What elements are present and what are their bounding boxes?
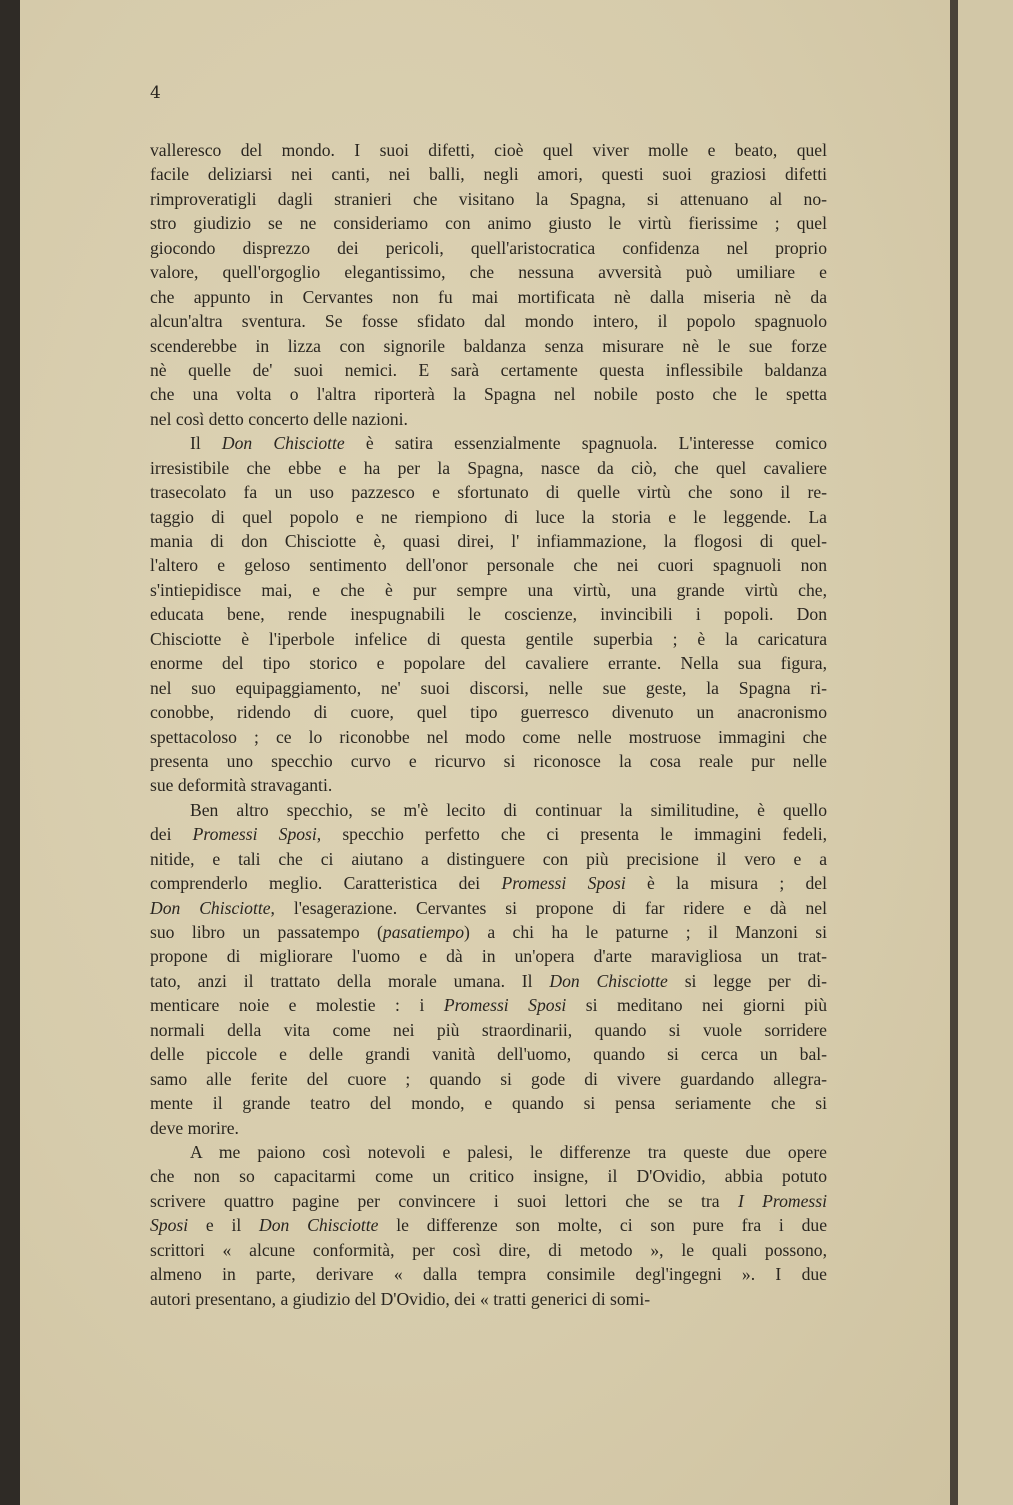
text-segment: spettacoloso ; ce lo riconobbe nel modo come nelle mostruose immagini che [150,726,827,747]
text-line [150,529,827,553]
text-segment: deve morire. [150,1117,239,1138]
text-segment: trasecolato fa un uso pazzesco e sfortunato di quelle virtù che sono il re- [150,482,827,503]
text-segment: menticare noie e molestie : i [150,995,444,1016]
text-line [150,407,827,431]
text-line [150,676,827,700]
text-segment: valore, quell'orgoglio elegantissimo, che nessuna avversità può umiliare e [150,262,827,283]
text-line [150,260,827,284]
text-line [150,920,827,944]
text-line [150,1091,827,1115]
text-segment: si legge per di- [667,970,828,991]
text-segment: le differenze son molte, ci son pure fra i due [378,1215,827,1236]
text-line [150,822,827,846]
text-line [150,627,827,651]
italic-title: Don Chisciotte [259,1215,379,1236]
text-segment: nel suo equipaggiamento, ne' suoi discorsi, nelle sue geste, la Spagna ri- [150,677,827,698]
text-segment: Il [190,433,222,454]
text-line [150,1189,827,1213]
text-segment: ) a chi ha le paturne ; il Manzoni si [464,922,827,942]
text-segment: samo alle ferite del cuore ; quando si gode di vivere guardando allegra- [150,1068,827,1089]
text-line [150,993,827,1017]
text-segment: mente il grande teatro del mondo, e quando si pensa seriamente che si [150,1093,827,1114]
text-segment: almeno in parte, derivare « dalla tempra consimile degl'ingegni ». I due [150,1264,827,1285]
italic-title: Don Chisciotte [150,897,271,918]
page-number: 4 [150,83,161,103]
text-segment: si meditano nei giorni più [566,995,828,1016]
text-line [150,1018,827,1042]
text-segment: s'intiepidisce mai, e che è pur sempre una virtù, una grande virtù che, [150,579,827,600]
page-gutter [950,0,958,1505]
text-segment: comprenderlo meglio. Caratteristica dei [150,873,502,894]
text-line [150,480,827,504]
text-line [150,431,827,455]
text-segment: rimproveratigli dagli stranieri che visitano la Spagna, si attenuano al no- [150,188,827,209]
text-line [150,969,827,993]
text-line [150,236,827,260]
text-segment: conobbe, ridendo di cuore, quel tipo guerresco divenuto un anacronismo [150,702,827,723]
text-line [150,1262,827,1286]
text-segment: presenta uno specchio curvo e ricurvo si riconosce la cosa reale pur nelle [150,750,827,771]
text-segment: irresistibile che ebbe e ha per la Spagna, nasce da ciò, che quel cavaliere [150,457,827,478]
text-segment: Chisciotte è l'iperbole infelice di questa gentile superbia ; è la caricatura [150,628,827,649]
text-line [150,847,827,871]
text-segment: normali della vita come nei più straordinarii, quando si vuole sorridere [150,1019,827,1040]
text-line [150,602,827,626]
text-segment: stro giudizio se ne consideriamo con animo giusto le virtù fierissime ; quel [150,213,827,234]
text-line [150,1238,827,1262]
text-line [150,1116,827,1140]
text-line [150,871,827,895]
text-segment: propone di migliorare l'uomo e dà in un'opera d'arte maravigliosa un trat- [150,946,827,967]
text-segment: che non so capacitarmi come un critico insigne, il D'Ovidio, abbia potuto [150,1166,827,1187]
text-line [150,749,827,773]
text-segment: mania di don Chisciotte è, quasi direi, l' infiammazione, la flogosi di quel- [150,531,827,551]
text-line [150,944,827,968]
text-line [150,1287,827,1311]
paragraph [150,1140,827,1311]
text-line [150,578,827,602]
text-segment: enorme del tipo storico e popolare del cavaliere errante. Nella sua figura, [150,653,827,674]
paragraph [150,138,827,431]
paragraph [150,431,827,798]
text-line [150,456,827,480]
text-line [150,505,827,529]
text-segment: facile deliziarsi nei canti, nei balli, negli amori, questi suoi graziosi difetti [150,164,827,185]
text-line [150,1067,827,1091]
text-segment: che appunto in Cervantes non fu mai mortificata nè dalla miseria nè da [150,286,827,307]
text-segment: , l'esagerazione. Cervantes si propone di far ridere e dà nel [270,897,828,918]
italic-title: I Promessi [737,1190,827,1211]
text-segment: taggio di quel popolo e ne riempiono di luce la storia e le leggende. La [150,506,827,527]
text-line [150,1140,827,1164]
text-segment: scrittori « alcune conformità, per così dire, di metodo », le quali possono, [150,1239,827,1260]
text-segment: scrivere quattro pagine per convincere i suoi lettori che se tra [150,1190,738,1211]
text-line [150,773,827,797]
italic-title: pasatiempo [382,922,465,942]
text-line [150,309,827,333]
text-segment: alcun'altra sventura. Se fosse sfidato dal mondo intero, il popolo spagnuolo [150,311,827,332]
text-line [150,700,827,724]
text-segment: nitide, e tali che ci aiutano a distinguere con più precisione il vero e a [150,848,827,869]
text-line [150,285,827,309]
text-segment: , specchio perfetto che ci presenta le immagini fedeli, [316,824,827,845]
text-segment: scenderebbe in lizza con signorile baldanza senza misurare nè le sue forze [150,335,827,356]
text-line [150,651,827,675]
text-segment: tato, anzi il trattato della morale umana. Il [150,970,550,991]
text-segment: suo libro un passatempo ( [150,922,383,942]
text-segment: sue deformità stravaganti. [150,775,333,796]
text-line [150,334,827,358]
text-line [150,725,827,749]
italic-title: Don Chisciotte [221,433,345,454]
italic-title: Promessi Sposi [501,873,626,894]
text-line [150,1164,827,1188]
text-segment: dei [150,824,193,845]
text-segment: è satira essenzialmente spagnuola. L'interesse comico [344,433,827,454]
text-line [150,187,827,211]
text-line [150,1042,827,1066]
text-segment: autori presentano, a giudizio del D'Ovidio, dei « tratti generici di somi- [150,1288,651,1309]
text-segment: valleresco del mondo. I suoi difetti, cioè quel viver molle e beato, quel [150,140,827,160]
italic-title: Promessi Sposi [192,824,317,845]
text-segment: Ben altro specchio, se m'è lecito di continuar la similitudine, è quello [190,799,827,820]
text-line [150,358,827,382]
italic-title: Don Chisciotte [549,970,668,991]
text-segment: educata bene, rende inespugnabili le coscienze, invincibili i popoli. Don [150,604,827,625]
text-line [150,138,827,162]
facing-page-edge [958,0,1013,1505]
text-line [150,553,827,577]
text-segment: nel così detto concerto delle nazioni. [150,408,408,429]
text-segment: giocondo disprezzo dei pericoli, quell'aristocratica confidenza nel proprio [150,237,827,258]
text-line [150,382,827,406]
italic-title: Sposi [150,1215,189,1236]
text-line [150,896,827,920]
text-segment: e il [188,1215,260,1236]
text-line [150,798,827,822]
text-segment: A me paiono così notevoli e palesi, le differenze tra queste due opere [190,1141,827,1162]
body-text [150,138,827,1311]
text-segment: l'altero e geloso sentimento dell'onor personale che nei cuori spagnuoli non [150,555,827,576]
text-line [150,162,827,186]
text-segment: che una volta o l'altra riporterà la Spagna nel nobile posto che le spetta [150,384,827,405]
text-line [150,1213,827,1237]
text-line [150,211,827,235]
text-segment: delle piccole e delle grandi vanità dell'uomo, quando si cerca un bal- [150,1044,827,1065]
italic-title: Promessi Sposi [443,995,567,1016]
paragraph [150,798,827,1140]
text-segment: è la misura ; del [625,873,827,894]
text-segment: nè quelle de' suoi nemici. E sarà certamente questa inflessibile baldanza [150,359,827,380]
